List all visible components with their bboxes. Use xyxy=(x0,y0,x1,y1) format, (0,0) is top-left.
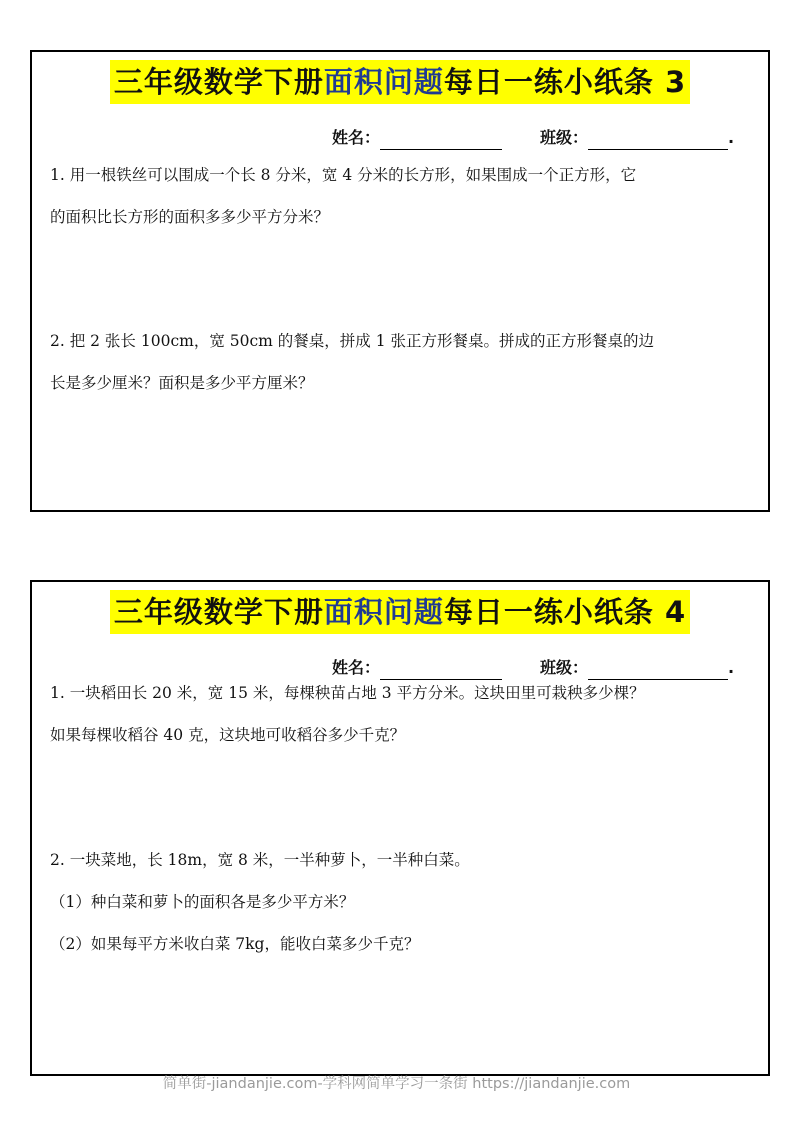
footer-watermark: 简单街-jiandanjie.com-学科网简单学习一条街 https://jiandanjie.com xyxy=(162,1076,631,1092)
card-title: 三年级数学下册面积问题每日一练小纸条 3 xyxy=(32,60,768,104)
name-class-row: 姓名： 班级： . xyxy=(332,656,748,680)
question-1: 1. 用一根铁丝可以围成一个长 8 分米，宽 4 分米的长方形，如果围成一个正方形，它 的面积比长方形的面积多多少平方分米？ xyxy=(50,166,637,226)
class-label: 班级： xyxy=(540,128,589,147)
class-label: 班级： xyxy=(540,658,589,677)
name-label: 姓名： xyxy=(332,128,381,147)
name-class-row: 姓名： 班级： . xyxy=(332,126,748,150)
card-title: 三年级数学下册面积问题每日一练小纸条 4 xyxy=(32,590,768,634)
worksheet-card-3 xyxy=(30,50,770,512)
question-1: 1. 一块稻田长 20 米，宽 15 米，每棵秧苗占地 3 平方分米。这块田里可栽秧多少棵？ 如果每棵收稻谷 40 克，这块地可收稻谷多少千克？ xyxy=(50,684,645,744)
name-label: 姓名： xyxy=(332,658,381,677)
question-2: 2. 把 2 张长 100cm，宽 50cm 的餐桌，拼成 1 张正方形餐桌。拼成的正方形餐桌的边 长是多少厘米？面积是多少平方厘米？ xyxy=(50,332,654,392)
worksheet-card-4 xyxy=(30,580,770,1076)
question-2: 2. 一块菜地，长 18m，宽 8 米，一半种萝卜，一半种白菜。 （1）种白菜和萝卜的面积各是多少平方米？ （2）如果每平方米收白菜 7kg，能收白菜多少千克？ xyxy=(50,851,470,953)
name-field[interactable] xyxy=(380,131,502,150)
class-field[interactable] xyxy=(588,131,728,150)
